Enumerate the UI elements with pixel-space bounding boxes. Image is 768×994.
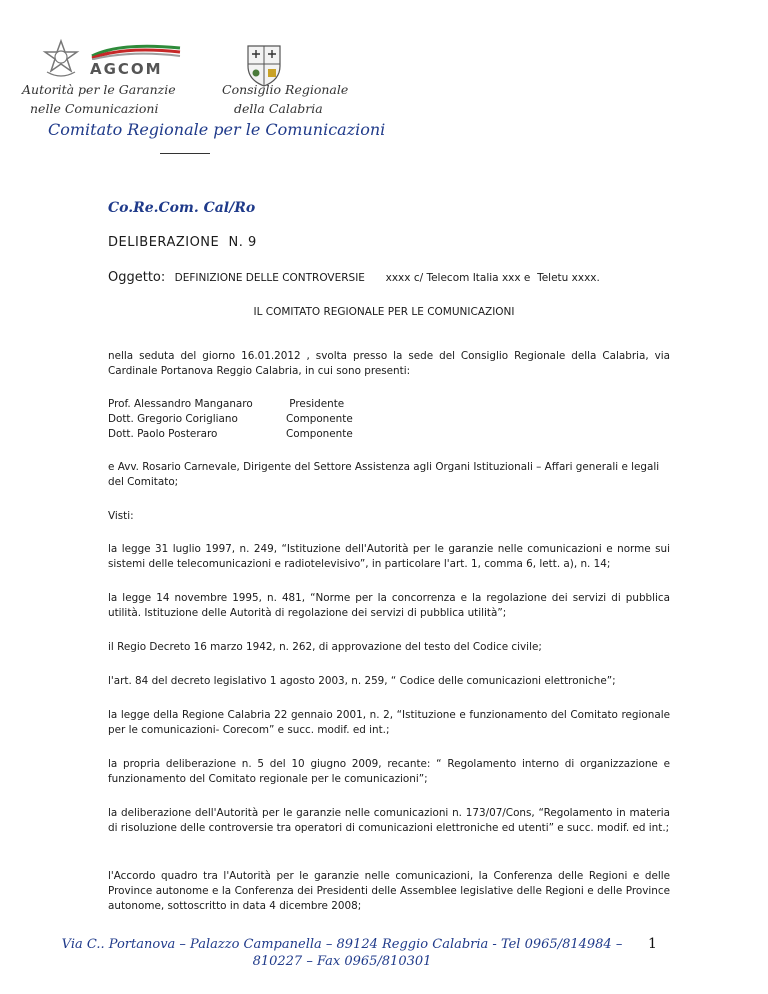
legal-reference-paragraph: la propria deliberazione n. 5 del 10 giugno 2009, recante: “ Regolamento interno di organizzazione e funzionamento del Comitato regionale per le comunicazioni”; — [108, 758, 670, 785]
agcom-name-line1: Autorità per le Garanzie — [22, 82, 176, 97]
members-list — [108, 397, 428, 442]
member-name: Dott. Paolo Posteraro — [108, 428, 218, 440]
member-role: Componente — [286, 413, 353, 425]
secretary-paragraph: e Avv. Rosario Carnevale, Dirigente del Settore Assistenza agli Organi Istituzionali – Affari generali e legali del Comitato; — [108, 461, 660, 488]
visti-label: Visti: — [108, 510, 134, 522]
member-role: Presidente — [286, 398, 345, 410]
member-row — [108, 412, 428, 427]
section-title: IL COMITATO REGIONALE PER LE COMUNICAZIONI — [253, 306, 515, 318]
member-row — [108, 397, 428, 412]
committee-title: Comitato Regionale per le Comunicazioni — [48, 120, 386, 139]
legal-reference-paragraph: la legge della Regione Calabria 22 gennaio 2001, n. 2, “Istituzione e funzionamento del Comitato regionale per le comunicazioni- Corecom” e succ. modif. ed int.; — [108, 709, 670, 736]
agcom-full-name — [22, 80, 192, 118]
agcom-wordmark: AGCOM — [90, 60, 163, 78]
session-paragraph: nella seduta del giorno 16.01.2012 , svolta presso la sede del Consiglio Regionale della Calabria, via Cardinale Portanova Reggio Calabria, in cui sono presenti: — [108, 350, 670, 377]
legal-reference-paragraph: il Regio Decreto 16 marzo 1942, n. 262, di approvazione del testo del Codice civile; — [108, 641, 542, 653]
footer-address: Via C.. Portanova – Palazzo Campanella – 89124 Reggio Calabria - Tel 0965/814984 – 810227 – Fax 0965/810301 — [61, 937, 623, 969]
legal-reference-paragraph: l'Accordo quadro tra l'Autorità per le garanzie nelle comunicazioni, la Conferenza delle Regioni e delle Province autonome e la Conferenza dei Presidenti delle Assemblee legislative delle Regioni e delle Province autonome, sottoscritto in data 4 dicembre 2008; — [108, 870, 670, 912]
subject-text: DEFINIZIONE DELLE CONTROVERSIE — [174, 272, 365, 284]
header-divider — [160, 153, 210, 154]
member-role: Componente — [286, 428, 353, 440]
subject-label: Oggetto: — [108, 270, 166, 285]
legal-reference-paragraph: la deliberazione dell'Autorità per le garanzie nelle comunicazioni n. 173/07/Cons, “Regolamento in materia di risoluzione delle controversie tra operatori di comunicazioni elettroniche ed utenti” e succ. modif. ed int.; — [108, 807, 670, 834]
republic-emblem-icon — [42, 38, 80, 78]
member-name: Dott. Gregorio Corigliano — [108, 413, 238, 425]
legal-reference-paragraph: la legge 31 luglio 1997, n. 249, “Istituzione dell'Autorità per le garanzie nelle comunicazioni e norme sui sistemi delle telecomunicazioni e radiotelevisivo”, in particolare l'art. 1, comma 6, lett. a), n. 14; — [108, 543, 670, 570]
regione-name-line2: della Calabria — [234, 101, 323, 116]
agcom-logo — [42, 38, 182, 82]
regione-full-name — [222, 80, 372, 118]
agcom-name-line2: nelle Comunicazioni — [30, 101, 159, 116]
document-reference: Co.Re.Com. Cal/Ro — [108, 200, 256, 216]
regione-name-line1: Consiglio Regionale — [222, 82, 349, 97]
legal-reference-paragraph: l'art. 84 del decreto legislativo 1 agosto 2003, n. 259, “ Codice delle comunicazioni elettroniche”; — [108, 675, 616, 687]
subject-line — [108, 270, 600, 285]
legal-reference-paragraph: la legge 14 novembre 1995, n. 481, “Norme per la concorrenza e la regolazione dei servizi di pubblica utilità. Istituzione delle Autorità di regolazione dei servizi di pubblica utilità”; — [108, 592, 670, 619]
member-row — [108, 427, 428, 442]
member-name: Prof. Alessandro Manganaro — [108, 398, 253, 410]
agcom-wave-icon — [90, 42, 182, 60]
subject-parties: xxxx c/ Telecom Italia xxx e Teletu xxxx. — [385, 272, 600, 284]
deliberation-number: DELIBERAZIONE N. 9 — [108, 235, 257, 250]
page-number: 1 — [648, 936, 657, 952]
